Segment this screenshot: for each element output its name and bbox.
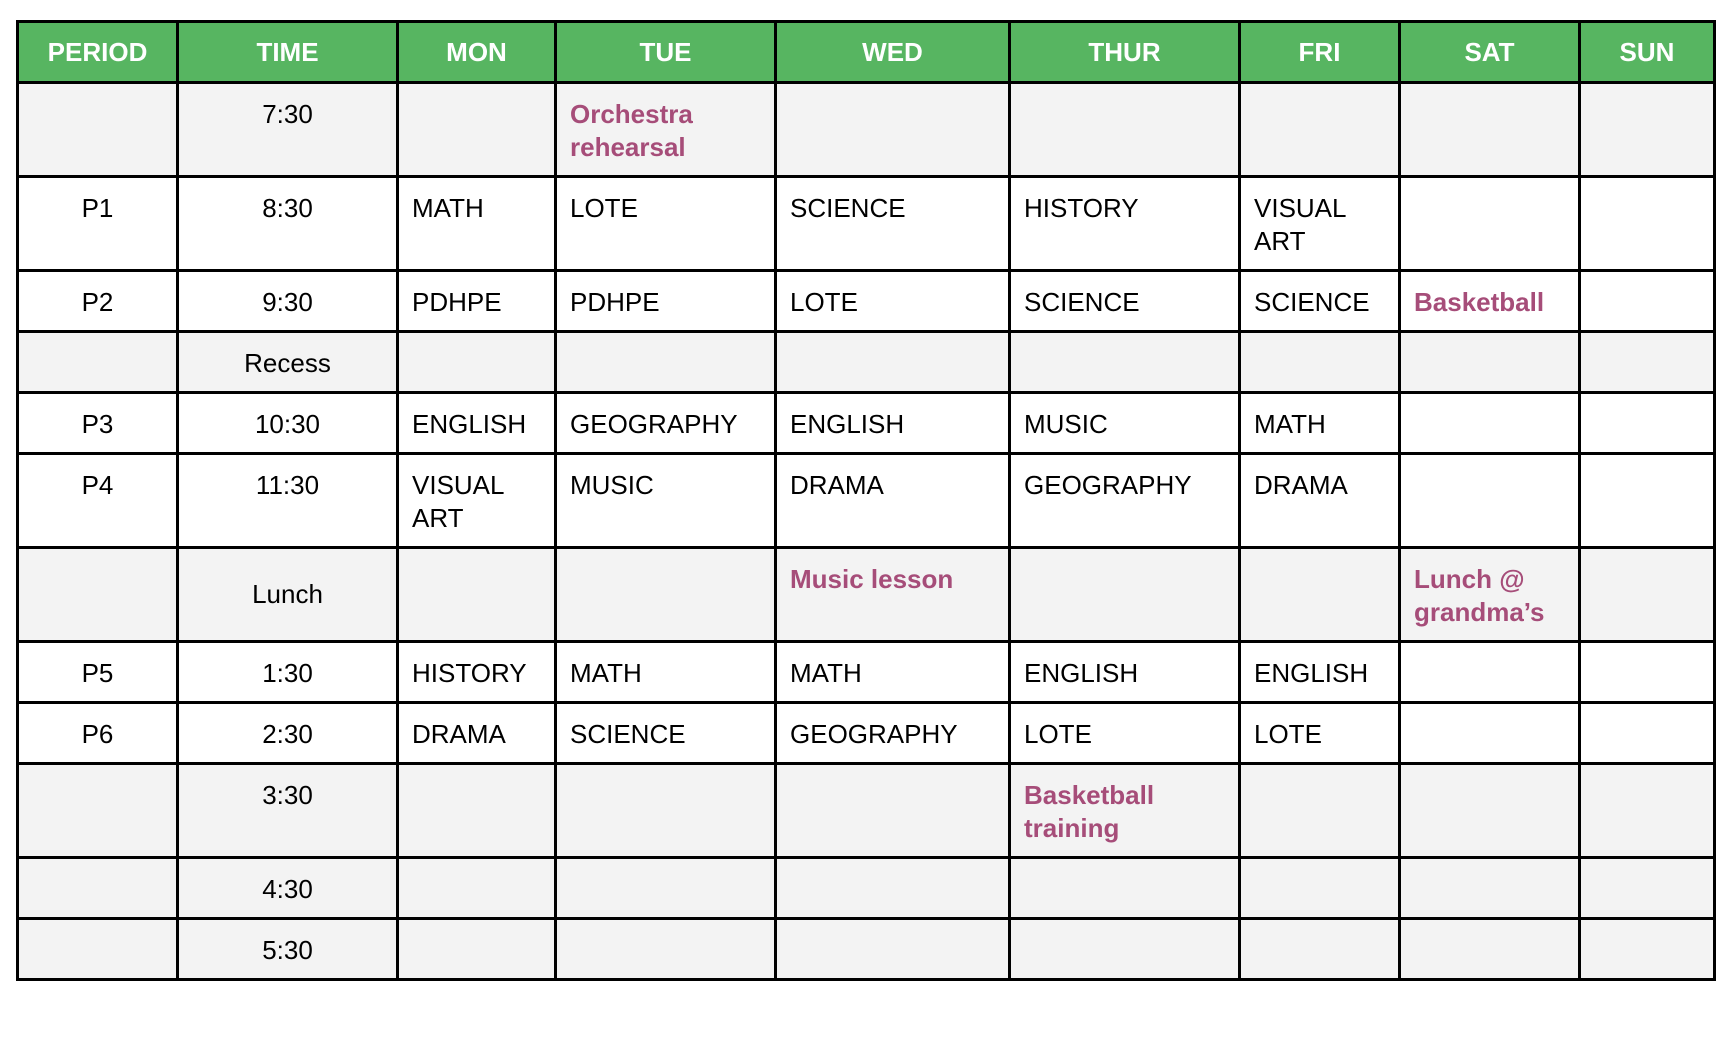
schedule-cell-mon[interactable]: [398, 83, 556, 177]
table-row: [18, 454, 1715, 548]
schedule-cell-mon[interactable]: [398, 919, 556, 980]
schedule-cell-sun[interactable]: [1580, 919, 1715, 980]
time-cell[interactable]: Recess: [178, 332, 398, 393]
table-row: [18, 703, 1715, 764]
time-cell[interactable]: 9:30: [178, 271, 398, 332]
schedule-cell-sat[interactable]: [1400, 642, 1580, 703]
schedule-cell-sat[interactable]: [1400, 454, 1580, 548]
period-cell[interactable]: P1: [18, 177, 178, 271]
schedule-cell-sun[interactable]: [1580, 454, 1715, 548]
time-cell[interactable]: 8:30: [178, 177, 398, 271]
schedule-cell-mon[interactable]: [398, 858, 556, 919]
schedule-cell-thur[interactable]: MUSIC: [1010, 393, 1240, 454]
schedule-cell-sun[interactable]: [1580, 703, 1715, 764]
time-cell[interactable]: 1:30: [178, 642, 398, 703]
schedule-cell-sun[interactable]: [1580, 83, 1715, 177]
schedule-cell-tue[interactable]: MATH: [556, 642, 776, 703]
column-header-thur: THUR: [1010, 22, 1240, 83]
schedule-cell-sun[interactable]: [1580, 271, 1715, 332]
time-cell[interactable]: 3:30: [178, 764, 398, 858]
event-cell-thur[interactable]: Basketball training: [1010, 764, 1240, 858]
schedule-cell-thur[interactable]: GEOGRAPHY: [1010, 454, 1240, 548]
schedule-cell-tue[interactable]: [556, 919, 776, 980]
schedule-cell-wed[interactable]: [776, 764, 1010, 858]
schedule-cell-wed[interactable]: GEOGRAPHY: [776, 703, 1010, 764]
table-row: [18, 858, 1715, 919]
event-cell-tue[interactable]: Orchestra rehearsal: [556, 83, 776, 177]
table-row: [18, 642, 1715, 703]
header-row: [18, 22, 1715, 83]
schedule-cell-mon[interactable]: [398, 332, 556, 393]
schedule-cell-wed[interactable]: DRAMA: [776, 454, 1010, 548]
schedule-cell-wed[interactable]: SCIENCE: [776, 177, 1010, 271]
schedule-cell-sun[interactable]: [1580, 642, 1715, 703]
schedule-cell-thur[interactable]: SCIENCE: [1010, 271, 1240, 332]
schedule-cell-sun[interactable]: [1580, 764, 1715, 858]
schedule-cell-fri[interactable]: [1240, 332, 1400, 393]
schedule-cell-tue[interactable]: [556, 548, 776, 642]
schedule-cell-tue[interactable]: GEOGRAPHY: [556, 393, 776, 454]
schedule-cell-fri[interactable]: VISUAL ART: [1240, 177, 1400, 271]
schedule-cell-sat[interactable]: [1400, 858, 1580, 919]
column-header-sat: SAT: [1400, 22, 1580, 83]
schedule-cell-fri[interactable]: SCIENCE: [1240, 271, 1400, 332]
column-header-sun: SUN: [1580, 22, 1715, 83]
table-row: [18, 548, 1715, 642]
schedule-cell-thur[interactable]: ENGLISH: [1010, 642, 1240, 703]
schedule-cell-sun[interactable]: [1580, 332, 1715, 393]
schedule-cell-mon[interactable]: DRAMA: [398, 703, 556, 764]
event-cell-wed[interactable]: Music lesson: [776, 548, 1010, 642]
period-cell[interactable]: P2: [18, 271, 178, 332]
schedule-cell-sat[interactable]: [1400, 393, 1580, 454]
table-row: [18, 764, 1715, 858]
schedule-cell-mon[interactable]: VISUAL ART: [398, 454, 556, 548]
period-cell[interactable]: [18, 332, 178, 393]
column-header-tue: TUE: [556, 22, 776, 83]
schedule-cell-fri[interactable]: LOTE: [1240, 703, 1400, 764]
schedule-cell-wed[interactable]: MATH: [776, 642, 1010, 703]
schedule-cell-sun[interactable]: [1580, 858, 1715, 919]
schedule-cell-mon[interactable]: HISTORY: [398, 642, 556, 703]
schedule-cell-sat[interactable]: [1400, 764, 1580, 858]
schedule-cell-tue[interactable]: SCIENCE: [556, 703, 776, 764]
schedule-cell-wed[interactable]: ENGLISH: [776, 393, 1010, 454]
schedule-cell-sat[interactable]: [1400, 332, 1580, 393]
period-cell[interactable]: [18, 548, 178, 642]
time-cell[interactable]: 2:30: [178, 703, 398, 764]
period-cell[interactable]: [18, 858, 178, 919]
schedule-cell-fri[interactable]: [1240, 764, 1400, 858]
schedule-cell-sun[interactable]: [1580, 393, 1715, 454]
schedule-cell-thur[interactable]: [1010, 332, 1240, 393]
time-cell[interactable]: 7:30: [178, 83, 398, 177]
schedule-cell-tue[interactable]: LOTE: [556, 177, 776, 271]
period-cell[interactable]: [18, 919, 178, 980]
schedule-cell-fri[interactable]: [1240, 548, 1400, 642]
schedule-cell-wed[interactable]: [776, 332, 1010, 393]
schedule-cell-tue[interactable]: MUSIC: [556, 454, 776, 548]
table-row: [18, 393, 1715, 454]
schedule-cell-fri[interactable]: MATH: [1240, 393, 1400, 454]
schedule-cell-thur[interactable]: [1010, 919, 1240, 980]
schedule-cell-sat[interactable]: [1400, 83, 1580, 177]
schedule-cell-thur[interactable]: HISTORY: [1010, 177, 1240, 271]
schedule-cell-tue[interactable]: [556, 764, 776, 858]
schedule-cell-mon[interactable]: [398, 764, 556, 858]
schedule-cell-thur[interactable]: [1010, 83, 1240, 177]
schedule-cell-tue[interactable]: [556, 858, 776, 919]
schedule-cell-thur[interactable]: [1010, 858, 1240, 919]
schedule-cell-sat[interactable]: [1400, 703, 1580, 764]
period-cell[interactable]: [18, 83, 178, 177]
period-cell[interactable]: P5: [18, 642, 178, 703]
schedule-cell-tue[interactable]: [556, 332, 776, 393]
period-cell[interactable]: P4: [18, 454, 178, 548]
schedule-cell-thur[interactable]: LOTE: [1010, 703, 1240, 764]
timetable: [16, 20, 1716, 981]
time-cell[interactable]: 11:30: [178, 454, 398, 548]
schedule-cell-wed[interactable]: LOTE: [776, 271, 1010, 332]
schedule-cell-fri[interactable]: [1240, 919, 1400, 980]
time-cell[interactable]: 4:30: [178, 858, 398, 919]
table-row: [18, 919, 1715, 980]
schedule-cell-mon[interactable]: PDHPE: [398, 271, 556, 332]
event-cell-sat[interactable]: Lunch @ grandma’s: [1400, 548, 1580, 642]
time-cell[interactable]: 10:30: [178, 393, 398, 454]
column-header-period: PERIOD: [18, 22, 178, 83]
schedule-cell-tue[interactable]: PDHPE: [556, 271, 776, 332]
schedule-cell-wed[interactable]: [776, 858, 1010, 919]
schedule-cell-thur[interactable]: [1010, 548, 1240, 642]
schedule-cell-sat[interactable]: [1400, 177, 1580, 271]
event-cell-sat[interactable]: Basketball: [1400, 271, 1580, 332]
schedule-cell-mon[interactable]: [398, 548, 556, 642]
schedule-cell-fri[interactable]: [1240, 83, 1400, 177]
schedule-cell-sun[interactable]: [1580, 177, 1715, 271]
schedule-cell-mon[interactable]: ENGLISH: [398, 393, 556, 454]
time-cell[interactable]: Lunch: [178, 548, 398, 642]
schedule-cell-mon[interactable]: MATH: [398, 177, 556, 271]
schedule-cell-fri[interactable]: ENGLISH: [1240, 642, 1400, 703]
column-header-fri: FRI: [1240, 22, 1400, 83]
schedule-cell-fri[interactable]: DRAMA: [1240, 454, 1400, 548]
table-row: [18, 177, 1715, 271]
time-cell[interactable]: 5:30: [178, 919, 398, 980]
table-row: [18, 332, 1715, 393]
schedule-cell-sun[interactable]: [1580, 548, 1715, 642]
column-header-mon: MON: [398, 22, 556, 83]
table-row: [18, 271, 1715, 332]
period-cell[interactable]: P6: [18, 703, 178, 764]
schedule-cell-sat[interactable]: [1400, 919, 1580, 980]
schedule-cell-wed[interactable]: [776, 919, 1010, 980]
schedule-cell-fri[interactable]: [1240, 858, 1400, 919]
table-row: [18, 83, 1715, 177]
schedule-cell-wed[interactable]: [776, 83, 1010, 177]
period-cell[interactable]: [18, 764, 178, 858]
period-cell[interactable]: P3: [18, 393, 178, 454]
column-header-time: TIME: [178, 22, 398, 83]
column-header-wed: WED: [776, 22, 1010, 83]
